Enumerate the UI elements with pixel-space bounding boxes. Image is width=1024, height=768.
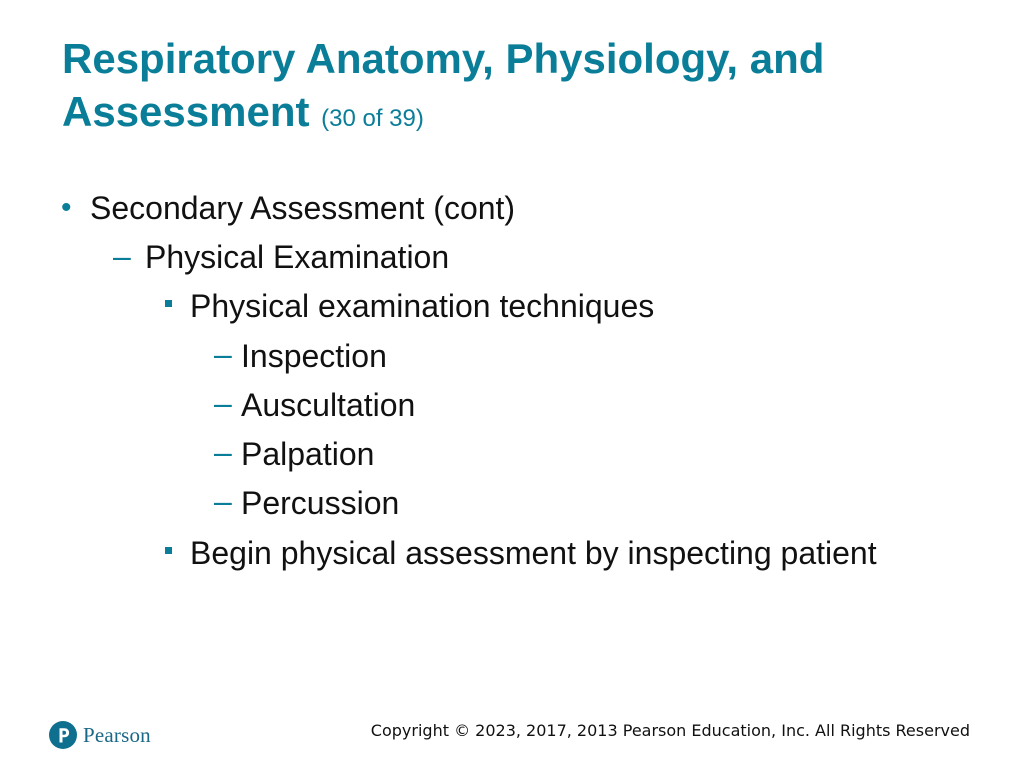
bullet-item-begin-assessment: Begin physical assessment by inspecting patient (190, 535, 877, 571)
bullet-marker-1: • (61, 191, 72, 224)
bullet-item-physical-examination: Physical Examination (145, 239, 450, 275)
pearson-logo (49, 718, 151, 752)
bullet-item-inspection: Inspection (241, 338, 387, 374)
square-bullet-icon-2 (165, 547, 172, 554)
dash-marker-1: – (113, 238, 131, 274)
dash-marker-percussion: – (214, 483, 232, 519)
dash-marker-palpation: – (214, 434, 232, 470)
bullet-item-palpation: Palpation (241, 436, 375, 472)
slide-counter: (30 of 39) (321, 105, 424, 132)
pearson-p-logo-icon (49, 721, 77, 749)
dash-marker-inspection: – (214, 336, 232, 372)
dash-marker-auscultation: – (214, 385, 232, 421)
slide-title-main: Respiratory Anatomy, Physiology, and Assessment (62, 35, 825, 135)
bullet-item-secondary-assessment: Secondary Assessment (cont) (90, 190, 516, 226)
bullet-item-examination-techniques: Physical examination techniques (190, 288, 655, 324)
bullet-item-percussion: Percussion (241, 485, 400, 521)
square-bullet-icon-1 (165, 300, 172, 307)
pearson-logo-text: Pearson (83, 722, 151, 747)
bullet-item-auscultation: Auscultation (241, 387, 416, 423)
copyright-text: Copyright © 2023, 2017, 2013 Pearson Education, Inc. All Rights Reserved (370, 721, 970, 740)
